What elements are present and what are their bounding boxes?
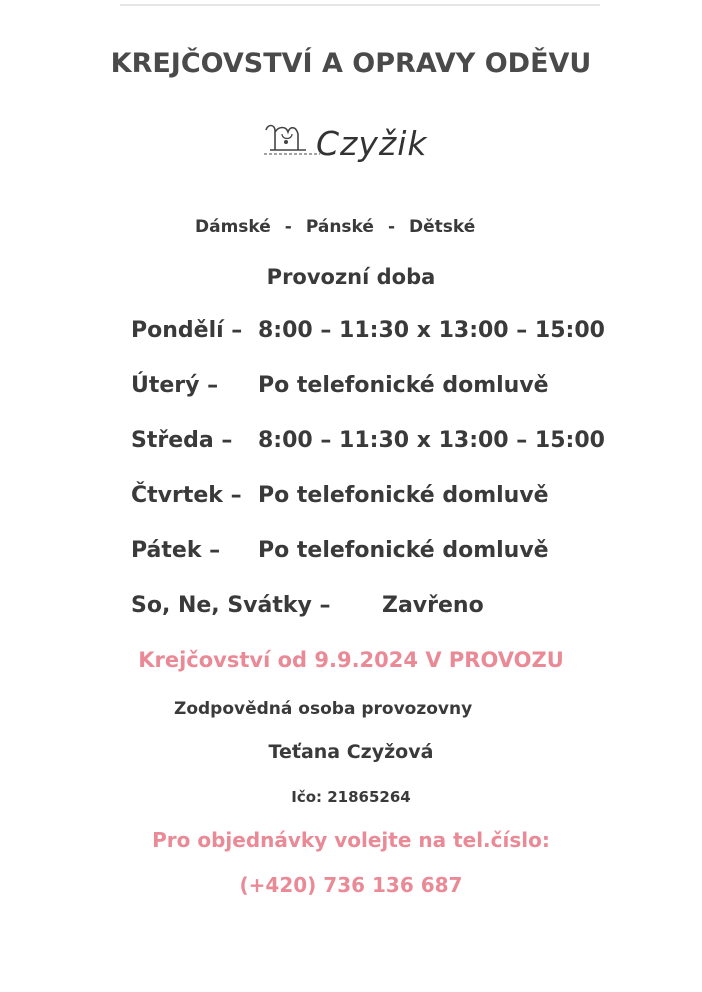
category-ladies: Dámské bbox=[195, 217, 271, 237]
logo bbox=[262, 118, 462, 170]
hours-day: Pátek – bbox=[131, 538, 221, 563]
hours-row-wednesday bbox=[131, 428, 605, 453]
hours-day: Čtvrtek – bbox=[131, 483, 242, 508]
company-id: Ičo: 21865264 bbox=[291, 788, 411, 806]
page-title: KREJČOVSTVÍ A OPRAVY ODĚVU bbox=[110, 48, 592, 79]
hours-day: Středa – bbox=[131, 428, 233, 453]
scan-edge-line bbox=[120, 4, 600, 6]
hours-time: Po telefonické domluvě bbox=[258, 373, 549, 398]
category-kids: Dětské bbox=[409, 217, 476, 237]
hours-row-thursday bbox=[131, 483, 549, 508]
hours-time: 8:00 – 11:30 x 13:00 – 15:00 bbox=[258, 428, 605, 453]
hours-time: Po telefonické domluvě bbox=[258, 483, 549, 508]
category-list bbox=[195, 217, 475, 237]
hours-row-monday bbox=[131, 318, 605, 343]
logo-text: Czyžik bbox=[316, 124, 428, 163]
hours-time: Po telefonické domluvě bbox=[258, 538, 549, 563]
category-separator: - bbox=[284, 217, 292, 237]
hours-row-tuesday bbox=[131, 373, 549, 398]
contact-label: Pro objednávky volejte na tel.číslo: bbox=[152, 828, 550, 852]
category-separator: - bbox=[387, 217, 395, 237]
contact-phone: (+420) 736 136 687 bbox=[239, 873, 463, 897]
hours-day: So, Ne, Svátky – bbox=[131, 593, 331, 618]
hours-time: Zavřeno bbox=[382, 593, 484, 618]
hours-row-friday bbox=[131, 538, 549, 563]
opening-notice: Krejčovství od 9.9.2024 V PROVOZU bbox=[138, 648, 564, 672]
hours-day: Úterý – bbox=[131, 373, 219, 398]
responsible-name: Teťana Czyžová bbox=[268, 741, 434, 763]
sewing-machine-icon bbox=[262, 120, 322, 164]
category-mens: Pánské bbox=[305, 217, 374, 237]
hours-day: Pondělí – bbox=[131, 318, 243, 343]
opening-hours-title: Provozní doba bbox=[266, 265, 436, 289]
hours-time: 8:00 – 11:30 x 13:00 – 15:00 bbox=[258, 318, 605, 343]
hours-row-weekend bbox=[131, 593, 484, 618]
responsible-label: Zodpovědná osoba provozovny bbox=[174, 699, 473, 719]
